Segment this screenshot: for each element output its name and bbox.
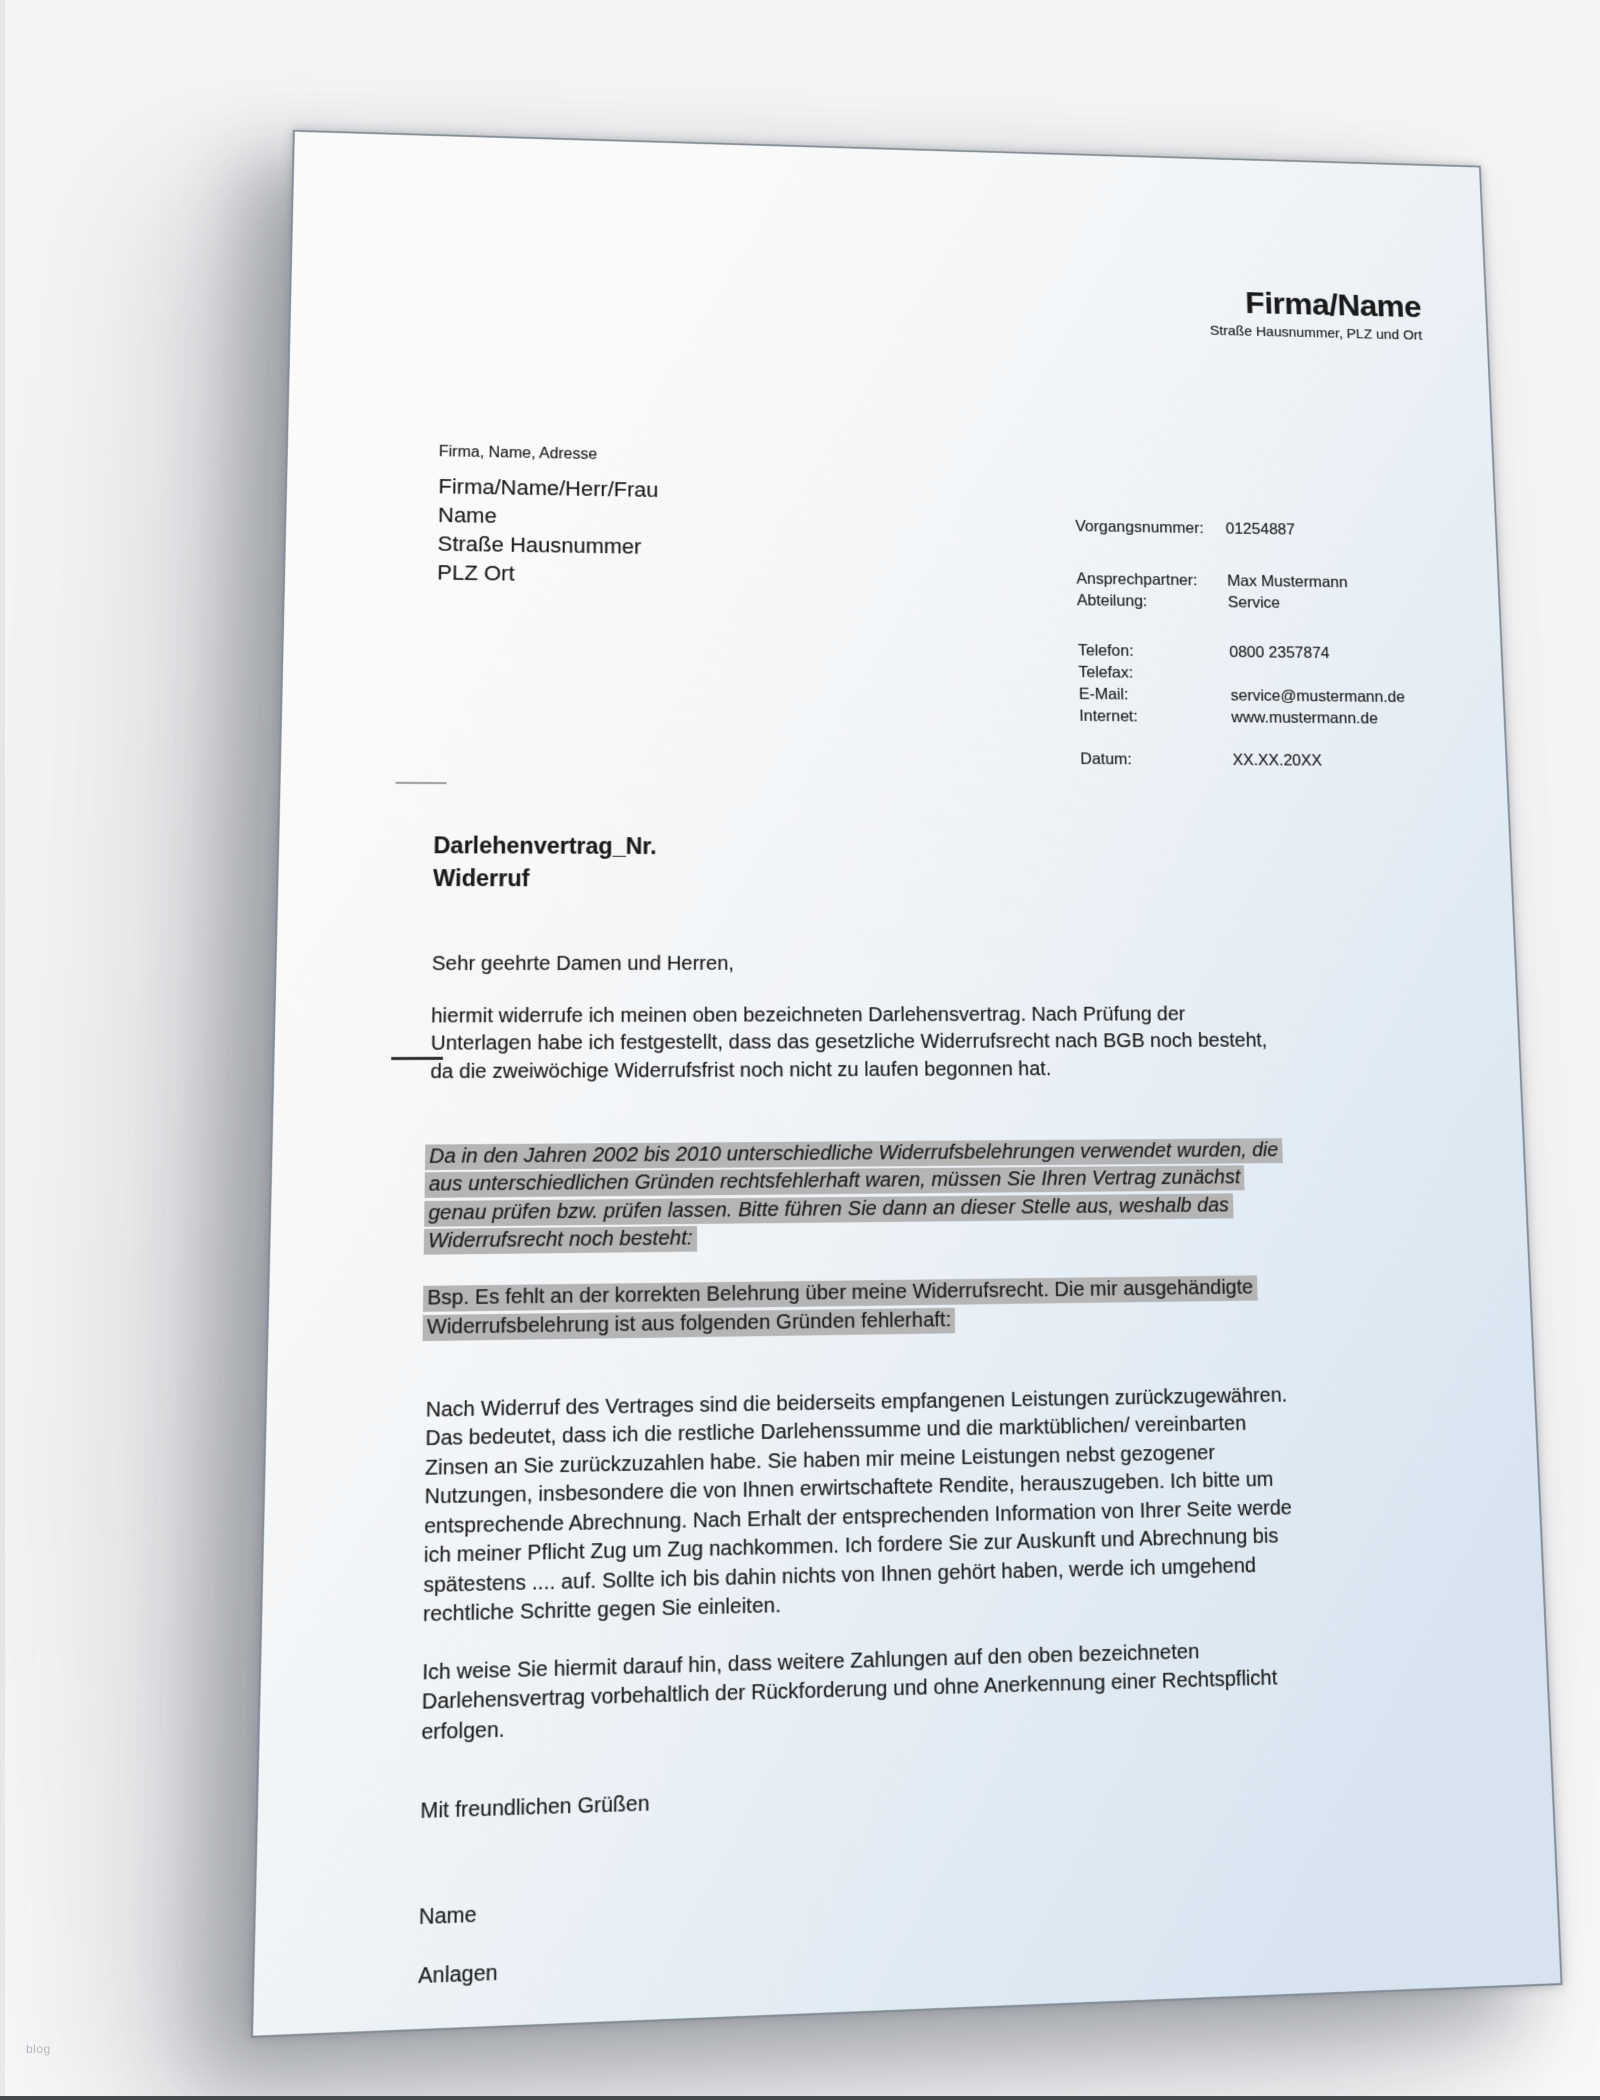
info-label: E-Mail: — [1078, 685, 1129, 704]
paragraph-reservation: Ich weise Sie hiermit darauf hin, dass weitere Zahlungen auf den oben bezeichneten Darlehensvertrag vorbehaltlich der Rückforderung und ohne Anerkennung einer Rechtspflicht erfolgen. — [421, 1639, 1278, 1745]
image-left-edge — [0, 0, 5, 2100]
info-block — [1075, 516, 1472, 773]
subject-line: Darlehenvertrag_Nr. Widerruf — [432, 832, 657, 892]
info-label: Datum: — [1080, 750, 1133, 769]
letter-body — [418, 951, 1453, 1993]
recipient-hint: Firma, Name, Adresse — [438, 443, 598, 463]
highlighted-block — [426, 1109, 1429, 1371]
signature-name: Name — [418, 1902, 477, 1930]
fold-mark-top — [396, 782, 447, 784]
info-label: Telefon: — [1077, 642, 1134, 660]
image-bottom-edge — [0, 2096, 1600, 2100]
info-label: Abteilung: — [1076, 592, 1148, 610]
info-group-case — [1075, 516, 1462, 544]
letter-page — [251, 130, 1563, 2038]
info-value: XX.XX.20XX — [1232, 751, 1323, 770]
info-row — [1075, 516, 1462, 544]
watermark: blog — [26, 2042, 51, 2056]
info-label: Ansprechpartner: — [1076, 570, 1198, 590]
info-label: Telefax: — [1078, 663, 1134, 682]
sender-name: Firma/Name — [1244, 285, 1422, 325]
info-value: Service — [1227, 594, 1281, 612]
info-value: 0800 2357874 — [1229, 643, 1330, 662]
highlighted-instruction-text: Da in den Jahren 2002 bis 2010 unterschiedliche Widerrufsbelehrungen verwendet wurden, die aus unterschiedlichen Gründen rechtsfehlerhaft waren, müssen Sie Ihren Vertrag zunächst genau prüfen bzw. prüfen lassen. Bitte führen Sie dann an dieser Stelle aus, weshalb das Widerrufsrecht noch besteht: — [424, 1138, 1283, 1255]
info-value: www.mustermann.de — [1231, 708, 1379, 728]
info-label: Internet: — [1079, 707, 1139, 726]
closing-line: Mit freundlichen Grüßen — [420, 1792, 650, 1824]
info-row — [1080, 749, 1472, 774]
paragraph-revocation: hiermit widerrufe ich meinen oben bezeichneten Darlehensvertrag. Nach Prüfung der Unterlagen habe ich festgestellt, dass das gesetzliche Widerrufsrecht nach BGB noch besteht, da die zweiwöchige Widerrufsfrist noch nicht zu laufen begonnen hat. — [430, 1003, 1268, 1083]
salutation: Sehr geehrte Damen und Herren, — [431, 952, 735, 976]
info-value: Max Mustermann — [1226, 572, 1348, 592]
info-value: 01254887 — [1225, 520, 1296, 539]
highlighted-instruction — [428, 1136, 1425, 1257]
sender-header — [1209, 285, 1423, 343]
info-group-date — [1080, 749, 1472, 774]
highlighted-example-text: Bsp. Es fehlt an der korrekten Belehrung über meine Widerrufsrecht. Die mir ausgehändigte Widerrufsbelehrung ist aus folgenden Gründen fehlerhaft: — [423, 1275, 1258, 1340]
info-label: Vorgangsnummer: — [1075, 518, 1204, 537]
info-row — [1077, 590, 1466, 617]
sender-address-line: Straße Hausnummer, PLZ und Ort — [1209, 322, 1423, 344]
enclosures-line: Anlagen — [417, 1961, 498, 1989]
info-group-contact-details — [1078, 640, 1471, 731]
info-row — [1079, 706, 1470, 731]
highlighted-example — [427, 1272, 1428, 1342]
recipient-address: Firma/Name/Herr/Frau Name Straße Hausnummer PLZ Ort — [437, 474, 659, 586]
info-group-contact-person — [1076, 569, 1465, 617]
info-value: service@mustermann.de — [1230, 687, 1406, 706]
info-value — [1230, 664, 1469, 688]
paragraph-repayment: Nach Widerruf des Vertrages sind die beiderseits empfangenen Leistungen zurückzugewähren. Das bedeutet, dass ich die restliche Darlehenssumme und die marktüblichen/ vereinbarten Zinsen an Sie zurückzuzahlen habe. Sie haben mir meine Leistungen nebst gezogener Nutzungen, insbesondere die von Ihnen erwirtschaftete Rendite, herauszugeben. Ich bitte um entsprechende Abrechnung. Nach Erhalt der entsprechenden Information von Ihrer Seite werde ich meiner Pflicht Zug um Zug nachkommen. Ich fordere Sie zur Auskunft und Abrechnung bis spätestens .... auf. Sollte ich bis dahin nichts von Ihnen gehört haben, werde ich umgehend rechtliche Schritte gegen Sie einleiten. — [422, 1383, 1293, 1627]
recipient-block — [437, 444, 658, 590]
